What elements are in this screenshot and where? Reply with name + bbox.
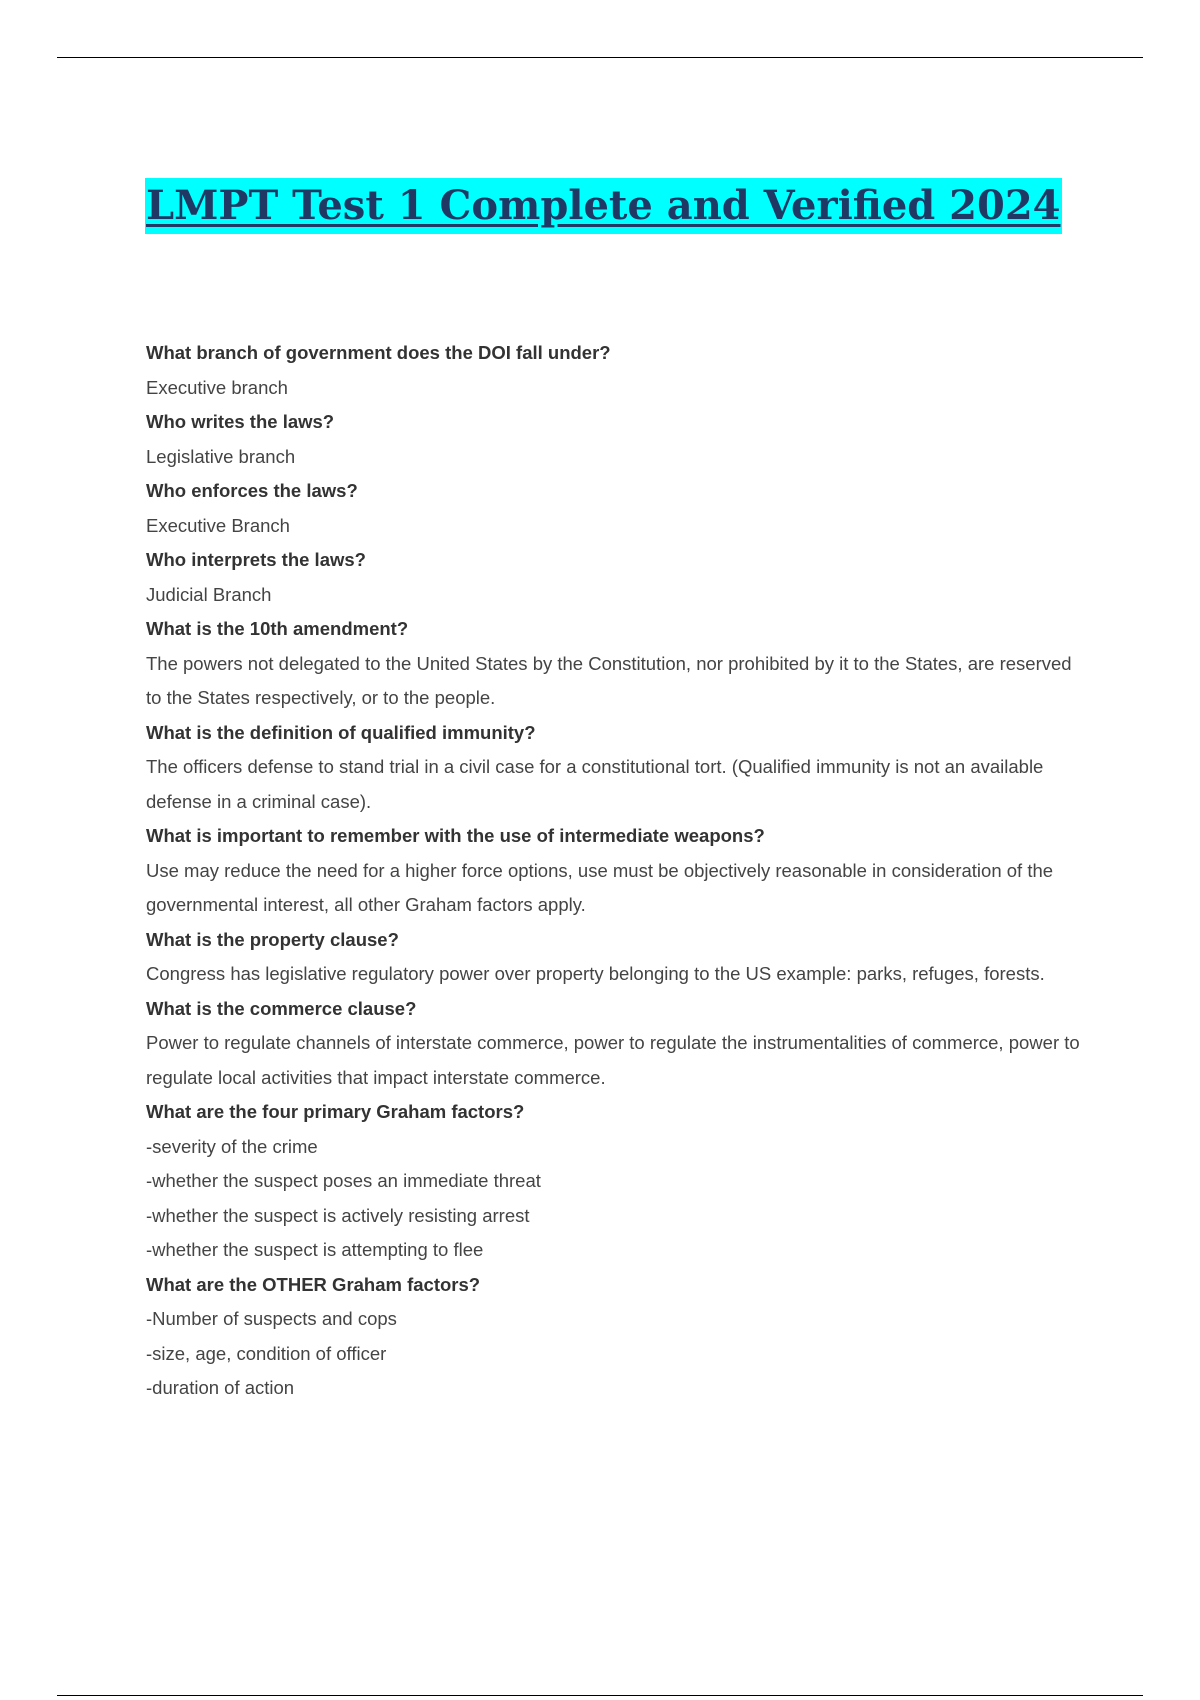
answer: Judicial Branch [146,583,272,605]
title-block [145,178,1062,234]
answer: Legislative branch [146,445,296,467]
answer: Power to regulate channels of interstate commerce, power to regulate the instrumentalities of commerce, power to regulate local activities that impact interstate commerce. [146,1032,1080,1088]
question: What branch of government does the DOI fall under? [146,342,611,363]
document-title: LMPT Test 1 Complete and Verified 2024 [145,178,1062,234]
header-rule [57,57,1143,58]
answer-line: -duration of action [146,1377,295,1398]
qa-item [146,543,1090,612]
answer-line: -Number of suspects and cops [146,1308,397,1329]
qa-list [146,336,1090,1406]
qa-item [146,923,1090,992]
question: Who enforces the laws? [146,480,358,501]
answer: Congress has legislative regulatory power over property belonging to the US example: parks, refuges, forests. [146,963,1045,984]
answer: The powers not delegated to the United States by the Constitution, nor prohibited by it to the States, are reserved to the States respectively, or to the people. [146,652,1072,708]
question: What is the 10th amendment? [146,618,409,639]
answer: Executive Branch [146,514,290,536]
question: Who writes the laws? [146,411,335,432]
answer-line: -size, age, condition of officer [146,1342,387,1364]
answer-line: -severity of the crime [146,1135,318,1157]
question: What are the four primary Graham factors? [146,1101,525,1122]
qa-item [146,716,1090,820]
question: Who interprets the laws? [146,549,366,570]
qa-item [146,1095,1090,1268]
question: What is important to remember with the use of intermediate weapons? [146,825,765,846]
answer: The officers defense to stand trial in a civil case for a constitutional tort. (Qualified immunity is not an available defense in a criminal case). [146,756,1044,812]
qa-item [146,1268,1090,1406]
question: What is the definition of qualified immunity? [146,721,536,743]
question: What are the OTHER Graham factors? [146,1273,481,1295]
qa-item [146,612,1090,716]
answer: Executive branch [146,376,288,398]
question: What is the commerce clause? [146,997,417,1019]
qa-item [146,992,1090,1096]
qa-item [146,474,1090,543]
qa-item [146,819,1090,923]
answer: Use may reduce the need for a higher force options, use must be objectively reasonable in consideration of the governmental interest, all other Graham factors apply. [146,859,1054,915]
footer-rule [57,1695,1143,1696]
answer-line: -whether the suspect poses an immediate threat [146,1170,541,1191]
qa-item [146,336,1090,405]
answer-line: -whether the suspect is attempting to flee [146,1239,484,1260]
answer-line: -whether the suspect is actively resisting arrest [146,1204,530,1226]
question: What is the property clause? [146,928,399,950]
qa-item [146,405,1090,474]
